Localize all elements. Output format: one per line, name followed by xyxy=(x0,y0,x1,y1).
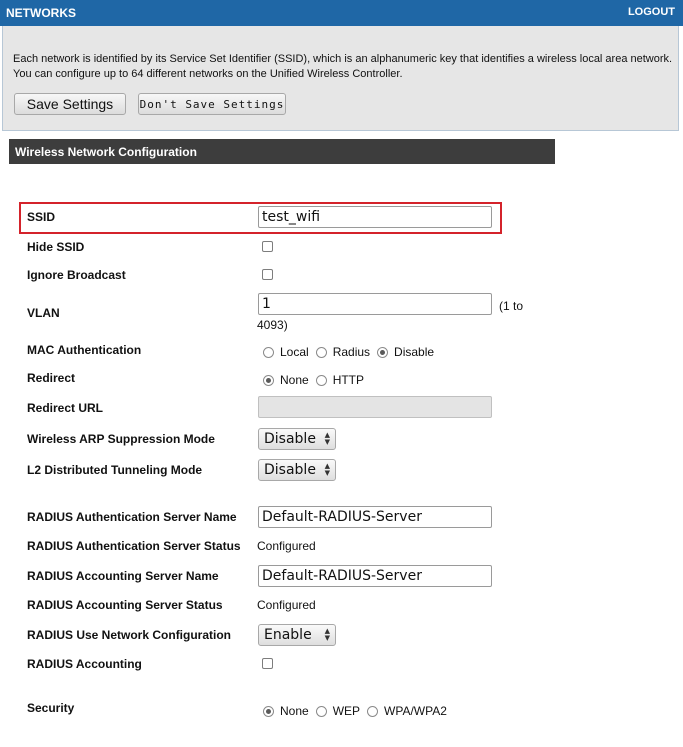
mac-auth-disable-label: Disable xyxy=(394,345,435,359)
page-title: NETWORKS xyxy=(6,6,76,20)
mac-auth-disable-radio[interactable] xyxy=(377,347,388,358)
mac-auth-local-label: Local xyxy=(280,345,309,359)
mac-auth-radius-label: Radius xyxy=(332,345,371,359)
radius-acct-status-label: RADIUS Accounting Server Status xyxy=(27,598,223,612)
arp-suppression-value: Disable xyxy=(264,431,316,447)
info-line-2: You can configure up to 64 different networks on the Unified Wireless Controller. xyxy=(13,68,403,80)
radius-accounting-label: RADIUS Accounting xyxy=(27,657,142,671)
hide-ssid-checkbox[interactable] xyxy=(262,241,273,252)
section-header xyxy=(9,139,555,164)
security-none-radio[interactable] xyxy=(263,706,274,717)
l2-tunneling-select[interactable] xyxy=(258,459,336,481)
radius-acct-status-value: Configured xyxy=(257,598,316,612)
security-wpa-label: WPA/WPA2 xyxy=(384,704,447,718)
mac-auth-label: MAC Authentication xyxy=(27,343,142,357)
header-bar xyxy=(0,0,683,26)
dont-save-settings-button[interactable]: Don't Save Settings xyxy=(138,93,286,115)
radius-use-network-select[interactable] xyxy=(258,624,336,646)
security-wep-radio[interactable] xyxy=(316,706,327,717)
logout-link[interactable]: LOGOUT xyxy=(627,6,675,18)
radius-use-network-value: Enable xyxy=(264,627,312,643)
radius-use-network-label: RADIUS Use Network Configuration xyxy=(27,628,232,642)
ssid-input[interactable] xyxy=(258,206,492,228)
redirect-url-input[interactable] xyxy=(258,396,492,418)
radius-auth-name-label: RADIUS Authentication Server Name xyxy=(27,510,237,524)
security-wpa-radio[interactable] xyxy=(367,706,378,717)
ssid-label: SSID xyxy=(27,210,56,224)
radius-acct-name-label: RADIUS Accounting Server Name xyxy=(27,569,219,583)
radius-auth-status-label: RADIUS Authentication Server Status xyxy=(27,539,241,553)
radius-auth-name-input[interactable] xyxy=(258,506,492,528)
vlan-input[interactable] xyxy=(258,293,492,315)
mac-auth-local-radio[interactable] xyxy=(263,347,274,358)
save-settings-button[interactable]: Save Settings xyxy=(14,93,126,115)
mac-auth-radio-group xyxy=(263,345,441,359)
select-arrows-icon: ▲ ▼ xyxy=(324,431,330,446)
security-wep-label: WEP xyxy=(332,704,361,718)
vlan-range-text-a: (1 to xyxy=(499,299,524,313)
redirect-http-label: HTTP xyxy=(332,373,365,387)
section-title: Wireless Network Configuration xyxy=(15,145,197,159)
ignore-broadcast-checkbox[interactable] xyxy=(262,269,273,280)
redirect-url-label: Redirect URL xyxy=(27,401,104,415)
redirect-none-radio[interactable] xyxy=(263,375,274,386)
radius-acct-name-input[interactable] xyxy=(258,565,492,587)
info-line-1: Each network is identified by its Service Set Identifier (SSID), which is an alphanumeric key that identifies a wireless local area network. xyxy=(13,53,673,65)
redirect-radio-group xyxy=(263,373,371,387)
hide-ssid-label: Hide SSID xyxy=(27,240,85,254)
vlan-range-text-b: 4093) xyxy=(257,318,288,332)
mac-auth-radius-radio[interactable] xyxy=(316,347,327,358)
l2-tunneling-value: Disable xyxy=(264,462,316,478)
info-panel xyxy=(2,26,679,131)
security-radio-group xyxy=(263,704,454,718)
redirect-http-radio[interactable] xyxy=(316,375,327,386)
vlan-label: VLAN xyxy=(27,306,60,320)
arp-suppression-label: Wireless ARP Suppression Mode xyxy=(27,432,215,446)
redirect-label: Redirect xyxy=(27,371,76,385)
arp-suppression-select[interactable] xyxy=(258,428,336,450)
radius-accounting-checkbox[interactable] xyxy=(262,658,273,669)
radius-auth-status-value: Configured xyxy=(257,539,316,553)
ignore-broadcast-label: Ignore Broadcast xyxy=(27,268,126,282)
redirect-none-label: None xyxy=(280,373,309,387)
info-text xyxy=(13,52,672,82)
select-arrows-icon: ▲ ▼ xyxy=(324,462,330,477)
security-label: Security xyxy=(27,701,75,715)
select-arrows-icon: ▲ ▼ xyxy=(324,627,330,642)
l2-tunneling-label: L2 Distributed Tunneling Mode xyxy=(27,463,203,477)
security-none-label: None xyxy=(280,704,309,718)
